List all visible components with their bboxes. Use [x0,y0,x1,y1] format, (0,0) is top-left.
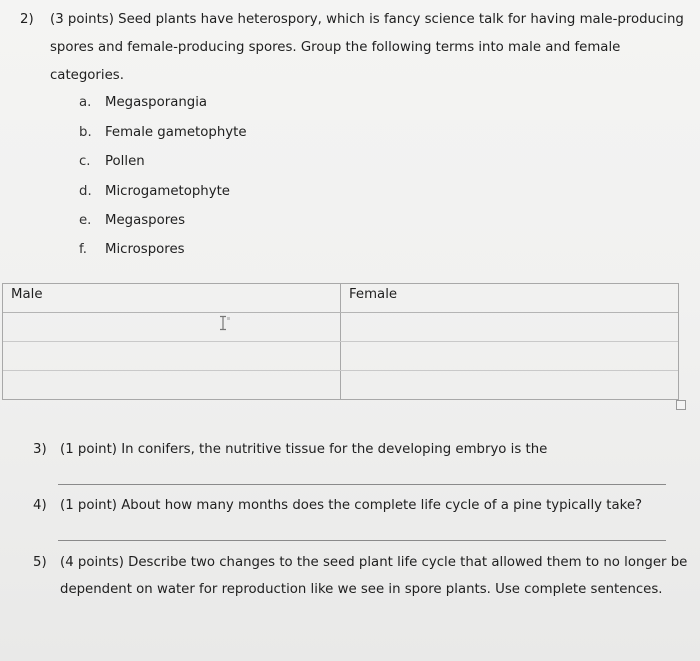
resize-handle-icon[interactable] [676,400,686,410]
question-4-number: 4) [33,498,47,513]
term-letter: b. [79,125,92,140]
female-cell-3[interactable] [345,372,676,398]
term-item [79,213,185,228]
female-column-header: Female [349,287,398,302]
question-4-answer-line[interactable] [58,540,666,541]
term-text: Female gametophyte [105,125,247,140]
question-2-line-1: (3 points) Seed plants have heterospory, which is fancy science talk for having male-producing [50,12,684,27]
question-5-line-1: (4 points) Describe two changes to the seed plant life cycle that allowed them to no longer be [60,555,688,570]
text-cursor-icon [217,315,233,331]
term-text: Microgametophyte [105,184,230,199]
question-4 [33,498,642,513]
term-text: Microspores [105,242,185,257]
female-cell-2[interactable] [345,343,676,369]
term-item [79,242,185,257]
question-5 [33,555,687,570]
answer-table [2,283,679,400]
term-letter: c. [79,154,91,169]
question-3-number: 3) [33,442,47,457]
question-3 [33,442,547,457]
row-divider [3,370,678,371]
term-item [79,154,145,169]
male-column-header: Male [11,287,43,302]
term-letter: d. [79,184,92,199]
question-2-line-3: categories. [50,68,124,83]
term-letter: e. [79,213,92,228]
question-4-text: (1 point) About how many months does the complete life cycle of a pine typically take? [60,498,643,513]
term-text: Megasporangia [105,95,208,110]
male-cell-2[interactable] [7,343,338,369]
row-divider [3,341,678,342]
question-3-text: (1 point) In conifers, the nutritive tissue for the developing embryo is the [60,442,548,457]
term-text: Pollen [105,154,145,169]
term-letter: a. [79,95,92,110]
term-text: Megaspores [105,213,186,228]
question-2-number: 2) [20,12,34,27]
female-cell-1[interactable] [345,314,676,340]
question-3-answer-line[interactable] [58,484,666,485]
term-letter: f. [79,242,87,257]
question-2-line-2: spores and female-producing spores. Group the following terms into male and female [50,40,621,55]
male-cell-1[interactable] [7,314,338,340]
term-item [79,125,247,140]
male-cell-3[interactable] [7,372,338,398]
row-divider [3,312,678,313]
term-item [79,184,230,199]
question-5-continued [60,582,663,597]
question-5-line-2: dependent on water for reproduction like we see in spore plants. Use complete sentences. [60,582,663,597]
question-5-number: 5) [33,555,47,570]
term-item [79,95,207,110]
question-2-prompt [50,6,690,90]
